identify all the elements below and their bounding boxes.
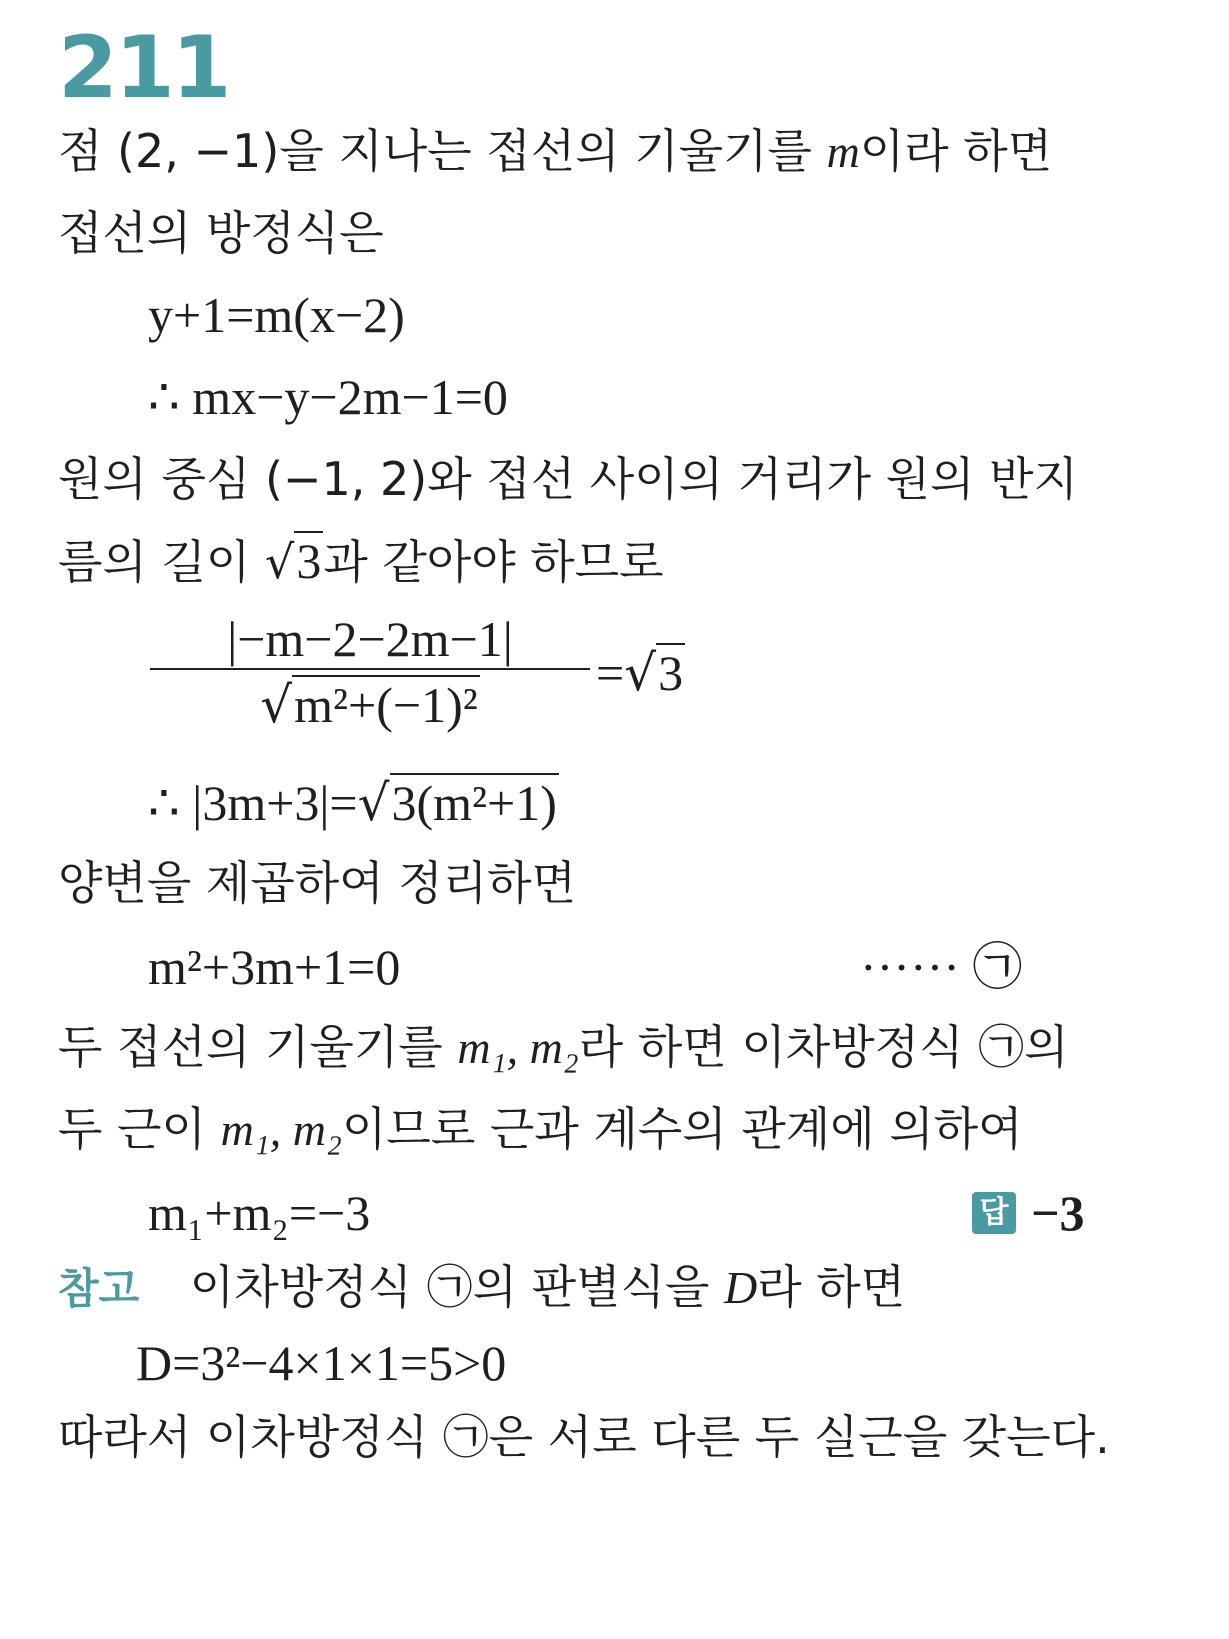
fraction-numerator: |−m−2−2m−1| — [227, 611, 513, 667]
solution-line-7: 두 근이 m₁, m₂이므로 근과 계수의 관계에 의하여 — [58, 1102, 1023, 1156]
solution-line-2: 접선의 방정식은 — [58, 206, 384, 260]
solution-line-3: 원의 중심 (−1, 2)와 접선 사이의 거리가 원의 반지 — [58, 452, 1078, 506]
solution-line-5: 양변을 제곱하여 정리하면 — [58, 856, 577, 910]
solution-line-4 — [58, 533, 664, 589]
equation-tangent-general: ∴ mx−y−2m−1=0 — [148, 369, 508, 425]
conclusion-line: 따라서 이차방정식 ㉠은 서로 다른 두 실근을 갖는다. — [58, 1410, 1110, 1464]
fraction-denominator: √m²+(−1)² — [260, 676, 478, 734]
equation-sum-roots: m₁+m₂=−3 — [148, 1185, 371, 1241]
text: 점 (2, −1)을 지나는 접선의 기울기를 — [58, 124, 827, 178]
solution-line-1 — [58, 124, 1053, 178]
note-line: 참고 이차방정식 ㉠의 판별식을 D라 하면 — [58, 1260, 906, 1314]
equation-quadratic: m²+3m+1=0 — [148, 939, 401, 995]
text: 이라 하면 — [859, 124, 1053, 178]
note-label: 참고 — [58, 1264, 140, 1313]
equation-discriminant: D=3²−4×1×1=5>0 — [136, 1335, 507, 1391]
text: 과 같아야 하므로 — [323, 535, 664, 589]
answer-value: −3 — [1030, 1185, 1085, 1241]
equation-tangent: y+1=m(x−2) — [148, 287, 405, 343]
fraction-bar — [150, 668, 590, 670]
text: 름의 길이 — [58, 535, 265, 589]
problem-number: 211 — [58, 18, 229, 118]
answer — [972, 1185, 1085, 1241]
sqrt-3: √3 — [265, 533, 322, 589]
equation-tag: ······ ㉠ — [860, 939, 1023, 995]
fraction-rhs: =√3 — [596, 644, 684, 702]
solution-line-6: 두 접선의 기울기를 m₁, m₂라 하면 이차방정식 ㉠의 — [58, 1020, 1069, 1074]
var-m: m — [826, 126, 860, 177]
equation-abs: ∴ |3m+3|=√3(m²+1) — [148, 774, 557, 832]
answer-label: 답 — [972, 1192, 1016, 1234]
